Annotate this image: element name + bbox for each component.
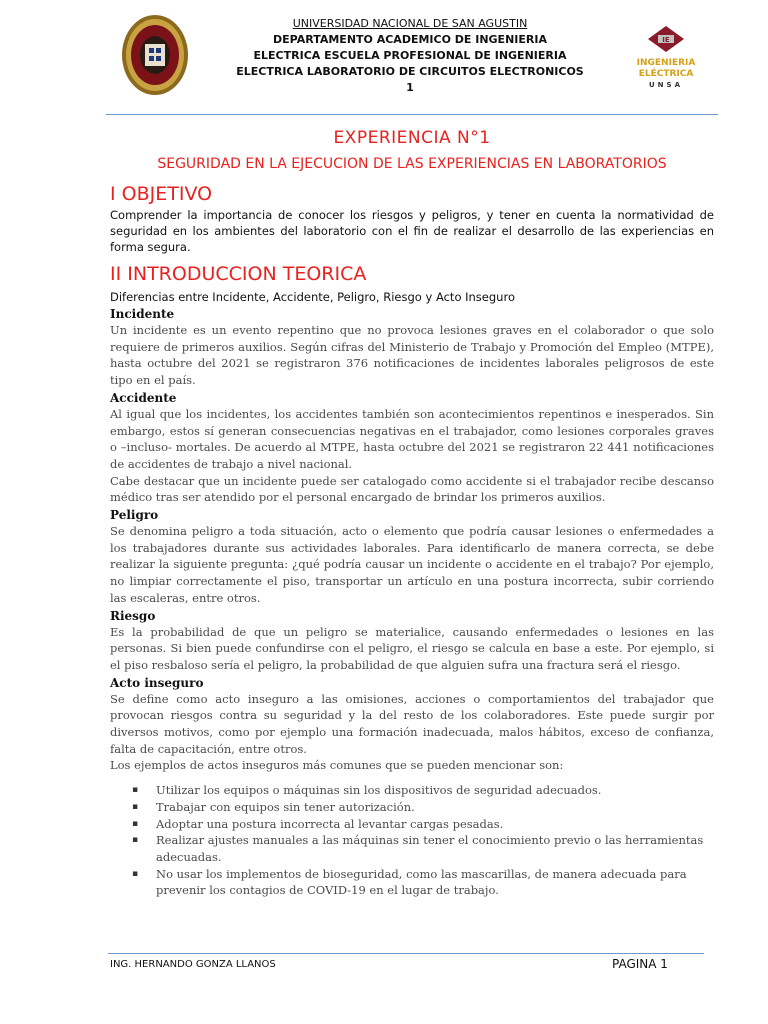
objetivo-text: Comprender la importancia de conocer los riesgos y peligros, y tener en cuenta la normatividad de seguridad en los ambientes del laboratorio con el fin de realizar el desarrollo de las experiencias en forma segura.: [110, 208, 714, 254]
section-introduccion-heading: II INTRODUCCION TEORICA: [110, 263, 367, 285]
header-line-5: 1: [406, 81, 414, 94]
peligro-text: Se denomina peligro a toda situación, acto o elemento que podría causar lesiones o enfermedades a los trabajadores durante sus actividades laborales. Para identificarlo de manera correcta, se debe realizar la siguiente pregunta: ¿qué podría causar un incidente o accidente en el trabajo? Por ejemplo, no limpiar correctamente el piso, transportar un artículo en una postura incorrecta, subir corriendo las escaleras, entre otros.: [110, 524, 714, 605]
header-divider: [106, 114, 718, 115]
ingenieria-electrica-logo: [626, 24, 706, 94]
incidente-heading: Incidente: [110, 307, 175, 321]
bullet-icon: ▪: [132, 785, 139, 796]
header-titles: [210, 16, 610, 96]
accidente-heading: Accidente: [110, 390, 177, 405]
bullet-icon: ▪: [132, 835, 139, 846]
list-item: ▪ Utilizar los equipos o máquinas sin los dispositivos de seguridad adecuados.: [132, 783, 602, 798]
document-body: [110, 126, 714, 899]
section-objetivo-heading: I OBJETIVO: [110, 183, 213, 205]
accidente-text-1: Al igual que los incidentes, los accidentes también son acontecimientos repentinos e inesperados. Sin embargo, estos sí generan consecuencias negativas en el trabajador, como lesiones corporales graves o –incluso- mortales. De acuerdo al MTPE, hasta octubre del 2021 se registraron 22 441 notificaciones de accidentes de trabajo a nivel nacional.: [110, 406, 714, 471]
acto-inseguro-text-2: Los ejemplos de actos inseguros más comunes que se pueden mencionar son:: [110, 758, 564, 773]
header-line-4: ELECTRICA LABORATORIO DE CIRCUITOS ELECTRONICOS: [236, 65, 584, 78]
list-item: ▪ No usar los implementos de bioseguridad, como las mascarillas, de manera adecuada para prevenir los contagios de COVID-19 en el lugar de trabajo.: [132, 866, 687, 898]
peligro-heading: Peligro: [110, 508, 159, 523]
logo-text-3: UNSA: [648, 81, 683, 89]
footer-divider: [108, 953, 704, 954]
introduccion-lead: Diferencias entre Incidente, Accidente, Peligro, Riesgo y Acto Inseguro: [110, 290, 515, 304]
logo-emblem-icon: [646, 24, 686, 54]
list-item: ▪ Realizar ajustes manuales a las máquinas sin tener el conocimiento previo o las herramientas adecuadas.: [132, 833, 704, 864]
header-line-2: DEPARTAMENTO ACADEMICO DE INGENIERIA: [273, 33, 547, 46]
experience-subtitle: SEGURIDAD EN LA EJECUCION DE LAS EXPERIENCIAS EN LABORATORIOS: [157, 156, 667, 172]
list-item: ▪ Trabajar con equipos sin tener autorización.: [132, 799, 415, 814]
experience-title: EXPERIENCIA N°1: [333, 128, 491, 148]
acto-inseguro-list: [110, 782, 714, 899]
footer-page-number: PAGINA 1: [612, 957, 668, 971]
university-seal-logo: [121, 14, 189, 96]
accidente-text-2: Cabe destacar que un incidente puede ser catalogado como accidente si el trabajador recibe descanso médico tras ser atendido por el personal encargado de brindar los primeros auxilios.: [110, 473, 714, 505]
bullet-icon: ▪: [132, 818, 139, 829]
svg-text:IE: IE: [662, 36, 670, 44]
acto-inseguro-text-1: Se define como acto inseguro a las omisiones, acciones o comportamientos del trabajador que provocan riesgos contra su seguridad y la del resto de los colaboradores. Este puede surgir por diversos motivos, como por ejemplo una formación inadecuada, malos hábitos, exceso de confianza, falta de capacitación, entre otros.: [110, 691, 714, 756]
footer-author: ING. HERNANDO GONZA LLANOS: [110, 959, 276, 970]
list-item: ▪ Adoptar una postura incorrecta al levantar cargas pesadas.: [132, 816, 504, 831]
logo-text-1: INGENIERIA: [636, 58, 696, 68]
bullet-icon: ▪: [132, 801, 139, 812]
bullet-icon: ▪: [132, 868, 139, 879]
riesgo-text: Es la probabilidad de que un peligro se materialice, causando enfermedades o lesiones en las personas. Si bien puede confundirse con el peligro, el riesgo se calcula en base a este. Por ejemplo, si el piso resbaloso sería el peligro, la probabilidad de que alguien sufra una fractura será el riesgo.: [110, 624, 714, 672]
acto-inseguro-heading: Acto inseguro: [110, 675, 204, 690]
riesgo-heading: Riesgo: [110, 608, 156, 623]
university-name: UNIVERSIDAD NACIONAL DE SAN AGUSTIN: [292, 17, 528, 30]
logo-text-2: ELÉCTRICA: [638, 69, 694, 79]
page-header: [0, 0, 768, 116]
incidente-text: Un incidente es un evento repentino que no provoca lesiones graves en el colaborador o que solo requiere de primeros auxilios. Según cifras del Ministerio de Trabajo y Promoción del Empleo (MTPE), hasta octubre del 2021 se registraron 376 notificaciones de incidentes laborales peligrosos de este tipo en el país.: [110, 323, 714, 388]
header-line-3: ELECTRICA ESCUELA PROFESIONAL DE INGENIERIA: [253, 49, 567, 62]
